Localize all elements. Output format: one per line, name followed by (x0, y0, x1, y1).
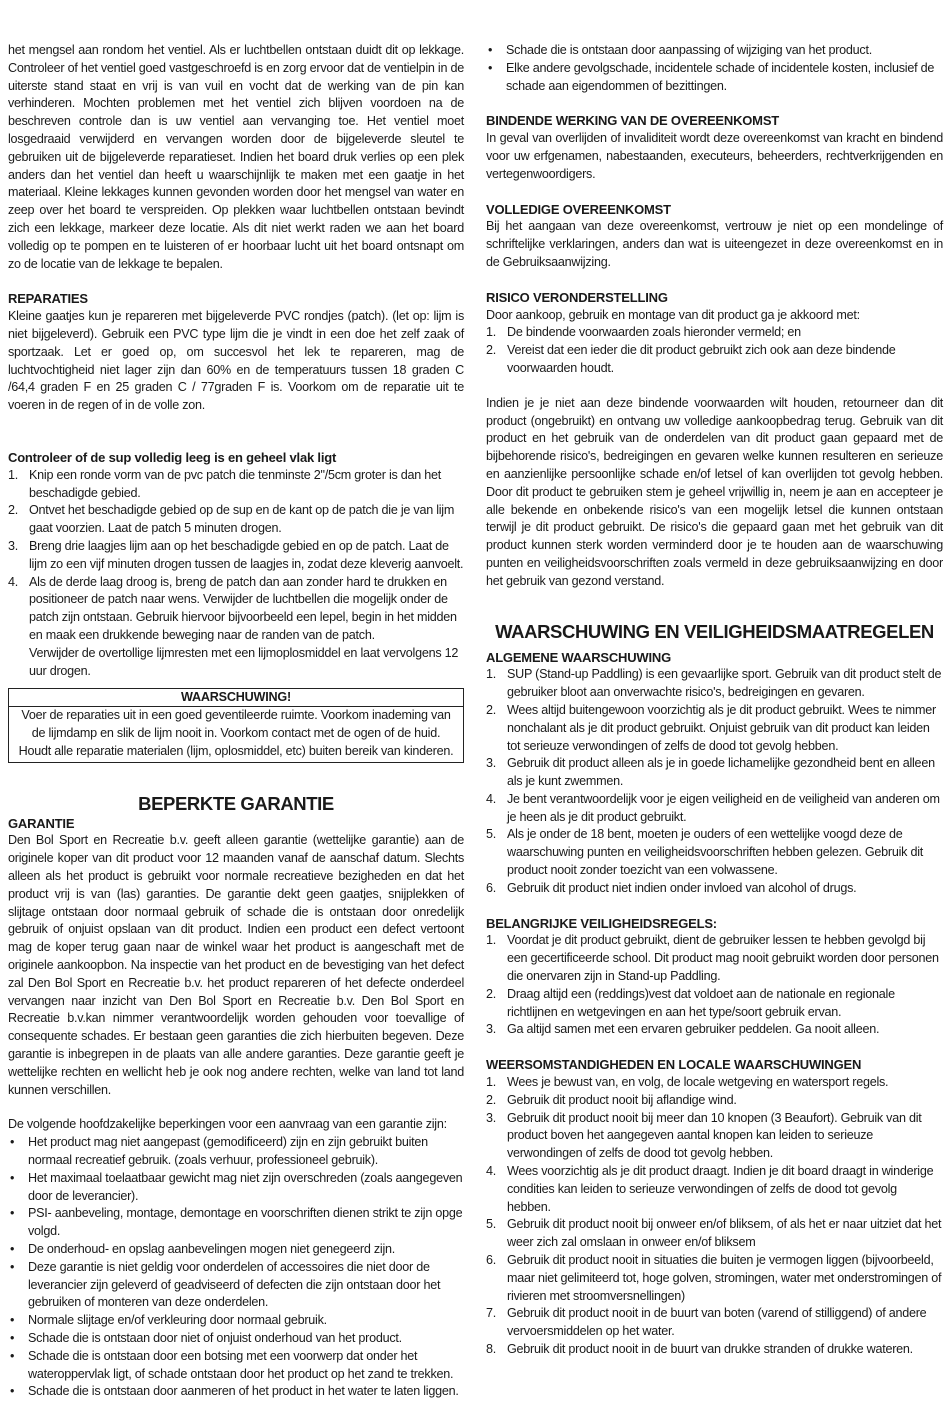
risico-intro: Door aankoop, gebruik en montage van dit product ga je akkoord met: (486, 307, 860, 322)
bullet-icon: • (10, 1331, 15, 1345)
weer-list (486, 1074, 943, 1359)
bullet-icon: • (10, 1348, 15, 1363)
list-text: Knip een ronde vorm van de pvc patch die tenminste 2"/5cm groter is dan het beschadigde gebied. (29, 467, 442, 500)
list-text: Als de derde laag droog is, breng de patch dan aan zonder hard te drukken en positioneer de patch naar wens. Verwijder de luchtbellen die mogelijk onder de patch zijn ontstaan. Gebruik hiervoor bijvoorbeeld een lepel, begin in het midden en maak een drukkende beweging naar de randen van de patch. Verwijder de overtollige lijmresten met een lijmoplosmiddel en laat vervolgens 12 uur drogen. (29, 574, 459, 678)
list-item: 1. Voordat je dit product gebruikt, dient de gebruiker lessen te hebben gevolgd bij een gecertificeerde school. Dit product mag nooit gebruikt worden door personen die onervaren zijn in Stand-up Paddling. (486, 933, 939, 984)
list-number: 1. (8, 467, 19, 482)
list-item: 5. Gebruik dit product nooit bij onweer en/of bliksem, of als het er naar uitziet dat het weer zich zal omslaan in onweer en/of bliksem (486, 1217, 942, 1250)
list-item: • Het product mag niet aangepast (gemodificeerd) zijn en zijn gebruikt buiten normaal recreatief gebruik. (zoals verhuur, professioneel gebruik). (10, 1135, 428, 1168)
algemene-heading: ALGEMENE WAARSCHUWING (486, 649, 672, 665)
list-item: • De onderhoud- en opslag aanbevelingen mogen niet genegeerd zijn. (8, 1241, 464, 1259)
list-item: • Schade die is ontstaan door aanmeren of het product in het water te laten liggen. (8, 1383, 464, 1401)
bullet-icon: • (10, 1313, 15, 1328)
repair-steps-list (8, 467, 464, 681)
list-item: 3. Gebruik dit product nooit bij meer dan 10 knopen (3 Beaufort). Gebruik van dit product boven het aangegeven aantal knopen kan leiden to serieuze verwondingen of zelfs de dood tot gevolg hebben. (486, 1110, 922, 1161)
limitations-list (8, 1134, 464, 1401)
belangrijke-heading: BELANGRIJKE VEILIGHEIDSREGELS: (486, 915, 717, 931)
volledige-heading: VOLLEDIGE OVEREENKOMST (486, 201, 671, 217)
risico-paragraph: Indien je je niet aan deze bindende voorwaarden wilt houden, retourneer dan dit product (ongebruikt) en ontvang uw volledige aankoopbedrag terug. Gebruik van dit product en het gebruik van de onderdelen van dit product gaan gepaard met de bijbehorende risico's, bedreigingen en gevaren welke kunnen resulteren en serieuze en aanzienlijke persoonlijke schade en/of letsel of kan overlijden tot gevolg hebben. Door dit product te gebruiken stem je geheel vrijwillig in, neem je aan en accepteer je alle bekende en onbekende risico's van een mogelijk letsel die kunnen ontstaan terwijl je dit product gebruikt. De risico's die gepaard gaan met het gebruik van dit product kunnen sterk worden verminderd door je te houden aan de waarschuwing punten en veiligheidsvoorschriften zoals vermeld in deze gebruiksaanwijzing en door het gebruik van gezond verstand. (486, 395, 943, 588)
list-item: • Het maximaal toelaatbaar gewicht mag niet zijn overschreden (zoals aangegeven door de leverancier). (10, 1170, 463, 1203)
risico-heading: RISICO VERONDERSTELLING (486, 289, 668, 305)
left-column (8, 42, 464, 1401)
right-column (486, 42, 943, 1359)
bindende-heading: BINDENDE WERKING VAN DE OVEREENKOMST (486, 113, 780, 129)
list-item: 1. Wees je bewust van, en volg, de locale wetgeving en watersport regels. (486, 1075, 889, 1090)
algemene-list (486, 666, 943, 897)
list-item: • Normale slijtage en/of verkleuring door normaal gebruik. (8, 1312, 464, 1330)
list-text: Breng drie laagjes lijm aan op het beschadigde gebied en op de patch. Laat de lijm zo een vijf minuten drogen tussen de laagjes in, zodat deze kleverig aanvoelt. (29, 538, 464, 571)
list-item: • Deze garantie is niet geldig voor onderdelen of accessoires die niet door de leverancier zijn geleverd of geadviseerd of defecten die zijn ontstaan door het gebruiken of monteren van deze onderdelen. (10, 1259, 441, 1310)
list-text: Ontvet het beschadigde gebied op de sup en de kant op de patch die je van lijm gaat voorzien. Laat de patch 5 minuten drogen. (29, 503, 455, 536)
bullet-icon: • (10, 1259, 15, 1274)
warning-text: Voer de reparaties uit in een goed geventileerde ruimte. Voorkom inademing van de lijmdamp en slik de lijm nooit in. Voorkom contact met de ogen of de huid. Houdt alle reparatie materialen (lijm, oplosmiddel, etc) buiten bereik van kinderen. (18, 708, 454, 758)
list-item: 5. Als je onder de 18 bent, moeten je ouders of een wettelijke voogd deze de waarschuwing punten en veiligheidsvoorschriften hebben gelezen. Gebruik dit product nooit zonder toezicht van een volwassene. (486, 827, 924, 878)
list-item: • Schade die is ontstaan door een botsing met een voorwerp dat onder het wateroppervlak ligt, of schade ontstaan door het product op het zand te trekken. (10, 1348, 454, 1381)
bullet-icon: • (488, 60, 493, 75)
list-item: 4. Wees voorzichtig als je dit product draagt. Indien je dit board draagt in winderige condities kan leiden to serieuze verwondingen of zelfs de dood tot gevolg hebben. (486, 1164, 934, 1214)
list-item (8, 467, 464, 503)
risico-list (486, 324, 943, 377)
volledige-paragraph: Bij het aangaan van deze overeenkomst, vertrouw je niet op een mondelinge of schriftelijke verklaringen, anders dan wat is uiteengezet in deze overeenkomst en in de Gebruiksaanwijzing. (486, 219, 943, 269)
list-item: 6. Gebruik dit product niet indien onder invloed van alcohol of drugs. (486, 880, 857, 895)
beperkte-garantie-title: BEPERKTE GARANTIE (138, 792, 334, 814)
bullet-icon: • (10, 1135, 15, 1150)
list-item: 3. Gebruik dit product alleen als je in goede lichamelijke gezondheid bent en alleen als je kunt zwemmen. (486, 756, 935, 789)
controleer-heading: Controleer of de sup volledig leeg is en geheel vlak ligt (8, 449, 337, 465)
bullet-icon: • (10, 1242, 15, 1257)
list-item: 2. Vereist dat een ieder die dit product gebruikt zich ook aan deze bindende voorwaarden houdt. (486, 343, 896, 375)
reparaties-heading: REPARATIES (8, 291, 88, 307)
bullet-icon: • (10, 1206, 15, 1221)
waarschuwing-title: WAARSCHUWING EN VEILIGHEIDSMAATREGELEN (495, 620, 934, 642)
list-item: • Schade die is ontstaan door niet of onjuist onderhoud van het product. (8, 1330, 464, 1348)
warning-box (8, 688, 464, 762)
list-number: 2. (8, 503, 19, 518)
garantie-paragraph: Den Bol Sport en Recreatie b.v. geeft alleen garantie (wettelijke garantie) aan de originele koper van dit product voor 12 maanden vanaf de aanschaf datum. Slechts alleen als het product is gebruikt voor normale recreatieve bezigheden en dat het product vrij is van (las) garanties. De garantie dekt geen gaatjes, snijplekken of slijtage ontstaan door normaal gebruik of schade die is ontstaan door onredelijk gebruik of onjuist opslaan van dit product. Indien een product een defect vertoont mag de koper terug gaan naar de winkel waar het product is aangeschaft met de originele aankoopbon. Na inspectie van het product en de bevestiging van het defect zal Den Bol Sport en Recreatie b.v. het product repareren of het defecte onderdeel vervangen naar inzicht van Den Bol Sport en Recreatie b.v. Den Bol Sport en Recreatie b.v.kan nimmer verantwoordelijk worden gehouden voor toevallige of consequente schades. Er bestaan geen garanties die zich hierbuiten begeven. Deze garantie is inbegrepen in de plaats van alle andere garanties. Deze garantie geeft je wettelijke rechten en wellicht heb je ook nog andere rechten, welke van land tot land kunnen verschillen. (8, 833, 464, 1097)
reparaties-paragraph: Kleine gaatjes kun je repareren met bijgeleverde PVC rondjes (patch). (let op: lijm is niet bijgeleverd). Gebruik een PVC type lijm die je vindt in een doe het zelf zaak of sportzaak. Let er goed op, om succesvol het lek te repareren, mag de luchtvochtigheid niet lager zijn dan 60% en de temperatuurs tussen 18 graden C /64,4 graden F en 25 graden C / 77graden F is. Voorkom om de reparatie uit te voeren in de regen of in de volle zon. (8, 309, 464, 413)
bullet-icon: • (488, 43, 493, 57)
limitations-list-continued (486, 42, 943, 95)
list-item: 3. Ga altijd samen met een ervaren gebruiker peddelen. Ga nooit alleen. (486, 1022, 880, 1037)
bullet-icon: • (10, 1384, 15, 1399)
belangrijke-list (486, 932, 943, 1039)
garantie-heading: GARANTIE (8, 815, 75, 831)
list-item: 1. De bindende voorwaarden zoals hieronder vermeld; en (486, 325, 801, 340)
bullet-icon: • (10, 1170, 15, 1185)
list-item: 2. Draag altijd een (reddings)vest dat voldoet aan de nationale en regionale richtlijnen en wetgevingen en aan het type/soort gebruik ervan. (486, 986, 895, 1019)
list-item: 7. Gebruik dit product nooit in de buurt van boten (varend of stilliggend) of andere vervoersmiddelen op het water. (486, 1306, 927, 1339)
list-number: 4. (8, 574, 19, 589)
list-item: 8. Gebruik dit product nooit in de buurt van drukke stranden of drukke wateren. (486, 1342, 913, 1356)
list-item: 1. SUP (Stand-up Paddling) is een gevaarlijke sport. Gebruik van dit product stelt de gebruiker bloot aan onverwachte risico's, bedreigingen en gevaren. (486, 667, 942, 700)
warning-title: WAARSCHUWING! (9, 689, 463, 707)
list-item: 6. Gebruik dit product nooit in situaties die buiten je vermogen liggen (bijvoorbeeld, maar niet gelimiteerd tot, hoge golven, stromingen, water met onderstromingen of rivieren met stroomversnellingen) (486, 1253, 942, 1303)
list-item: 2. Gebruik dit product nooit bij aflandige wind. (486, 1092, 737, 1107)
list-item: • Elke andere gevolgschade, incidentele schade of incidentele kosten, inclusief de schade aan eigendommen of bezittingen. (488, 60, 935, 93)
list-item: • PSI- aanbeveling, montage, demontage en voorschriften dienen strikt te zijn opge volgd. (10, 1206, 463, 1239)
list-item (8, 574, 464, 681)
weer-heading: WEERSOMSTANDIGHEDEN EN LOCALE WAARSCHUWINGEN (486, 1057, 862, 1073)
list-number: 3. (8, 538, 19, 553)
bindende-paragraph: In geval van overlijden of invaliditeit wordt deze overeenkomst van kracht en bindend voor uw erfgenamen, nabestaanden, executeurs, beheerders, rechtverkrijgenden en vertegenwoordigers. (486, 131, 943, 181)
valve-intro-paragraph: het mengsel aan rondom het ventiel. Als er luchtbellen ontstaan duidt dit op lekkage. Controleer of het ventiel goed vastgeschroefd is en zorg ervoor dat de ventielpin in de uiterste stand staat en vrij is van vuil en vocht dat de werking van de pin kan verhinderen. Mochten problemen met het ventiel zich blijven voordoen na de beschreven controle dan is uw ventiel aan vervanging toe. Het ventiel moet losgedraaid verwijderd en vervangen worden door de bijgeleverde sleutel te gebruiken uit de bijgeleverde reparatieset. Indien het board druk verlies op een plek anders dan het ventiel dan heeft u waarschijnlijk te maken met een gaatje in het materiaal. Kleine lekkages kunnen gevonden worden door het mengsel van water en zeep over het board te verspreiden. Op plekken waar luchtbellen ontstaan bevindt zich een lekkage, markeer deze locatie. Als dit niet werkt raden we aan het board volledig op te pompen en te luisteren of er hoorbaar lucht uit het board ontsnapt om zo de locatie van de lekkage te bepalen. (8, 43, 464, 271)
list-item (8, 502, 464, 538)
list-item: • Schade die is ontstaan door aanpassing of wijziging van het product. (486, 42, 943, 60)
list-item (8, 538, 464, 574)
list-item: 2. Wees altijd buitengewoon voorzichtig als je dit product gebruikt. Wees te nimmer nonchalant als je dit product gebruikt. Onjuist gebruik van dit product kan leiden tot serieuze verwondingen of zelfs de dood tot gevolg hebben. (486, 702, 936, 753)
limitations-intro: De volgende hoofdzakelijke beperkingen voor een aanvraag van een garantie zijn: (8, 1117, 447, 1132)
list-item: 4. Je bent verantwoordelijk voor je eigen veiligheid en de veiligheid van anderen om je heen als je dit product gebruikt. (486, 791, 940, 824)
